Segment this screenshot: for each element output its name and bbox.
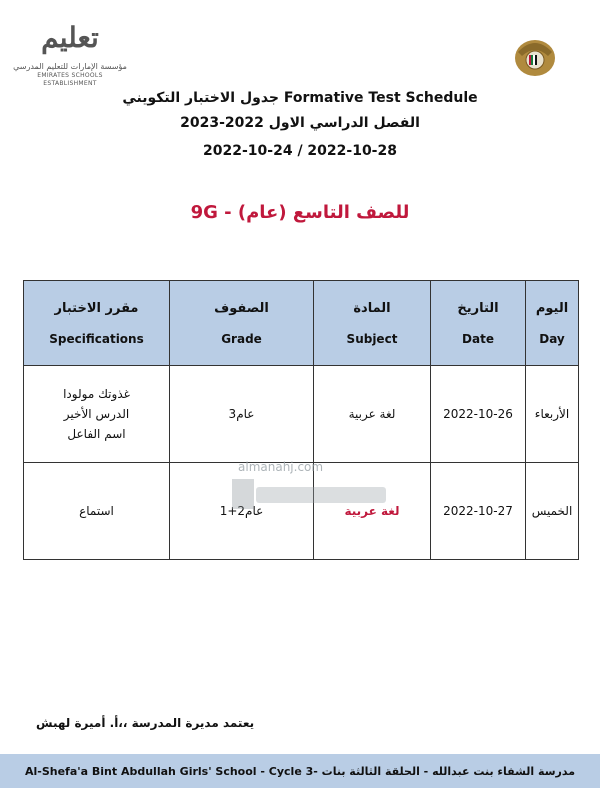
logo-org-arabic: مؤسسة الإمارات للتعليم المدرسي	[13, 62, 127, 71]
watermark-url: almanahj.com	[238, 460, 324, 474]
column-header-specifications	[24, 281, 170, 366]
column-header-english: Specifications	[49, 331, 144, 346]
cell-day: الأربعاء	[526, 366, 579, 463]
cell-subject: لغة عربية	[314, 463, 431, 560]
emirates-schools-logo	[10, 22, 130, 88]
cell-specifications	[24, 366, 170, 463]
logo-mark: تعليم	[41, 21, 99, 54]
column-header-english: Grade	[221, 331, 262, 346]
column-header-english: Day	[539, 331, 565, 346]
principal-signature: يعتمد مديرة المدرسة ،،أ. أميرة لهبش	[36, 716, 255, 730]
column-header-english: Date	[462, 331, 494, 346]
cell-date: 2022-10-26	[431, 366, 526, 463]
semester-title: الفصل الدراسي الاول 2022-2023	[180, 115, 420, 131]
column-header-english: Subject	[346, 331, 398, 346]
cell-date: 2022-10-27	[431, 463, 526, 560]
spec-line: غذوتك مولودا	[63, 387, 130, 401]
column-header-arabic: الصفوف	[214, 300, 269, 316]
table-header-row	[24, 281, 579, 366]
column-header-subject	[314, 281, 431, 366]
column-header-grade	[170, 281, 314, 366]
column-header-date	[431, 281, 526, 366]
date-range: 2022-10-24 / 2022-10-28	[203, 143, 397, 159]
spec-line: اسم الفاعل	[67, 427, 126, 441]
column-header-arabic: مقرر الاختبار	[54, 300, 139, 316]
cell-grade: عام2+1	[170, 463, 314, 560]
cell-day: الخميس	[526, 463, 579, 560]
column-header-arabic: اليوم	[535, 300, 569, 316]
schedule-table	[23, 280, 579, 560]
class-title: للصف التاسع (عام) - 9G	[190, 202, 410, 223]
uae-emblem-icon	[510, 30, 560, 80]
cell-specifications: استماع	[24, 463, 170, 560]
logo-org-english: EMIRATES SCHOOLS ESTABLISHMENT	[37, 72, 103, 87]
cell-grade: عام3	[170, 366, 314, 463]
watermark-logo-icon	[232, 475, 392, 515]
school-footer: Al-Shefa'a Bint Abdullah Girls' School - Cycle 3- مدرسة الشفاء بنت عبدالله - الحلقة الثالثة بنات	[0, 754, 600, 788]
table-row	[24, 366, 579, 463]
column-header-arabic: المادة	[353, 300, 391, 316]
schedule-title: جدول الاختبار التكويني Formative Test Schedule	[122, 90, 478, 106]
column-header-day	[526, 281, 579, 366]
column-header-arabic: التاريخ	[457, 300, 499, 316]
cell-subject: لغة عربية	[314, 366, 431, 463]
spec-line: الدرس الأخير	[63, 407, 130, 421]
